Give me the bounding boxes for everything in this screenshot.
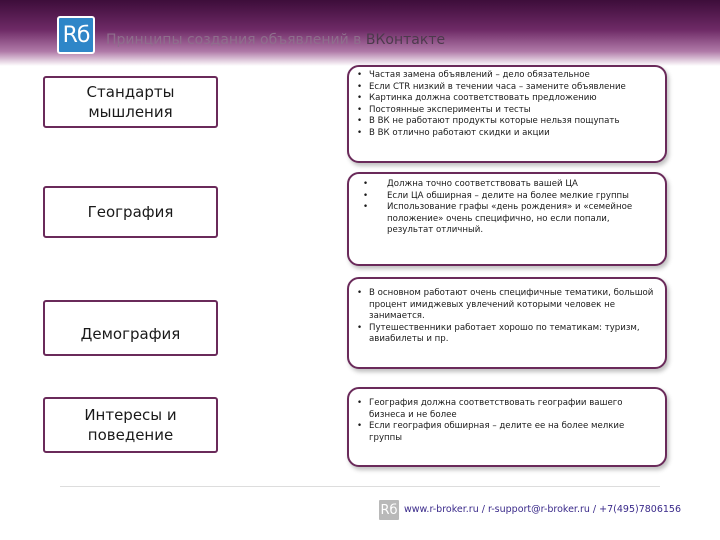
category-label: Стандарты [86,83,175,101]
list-item: • В основном работают очень специфичные тематики, большой процент имиджевых увлечений которыми человек не занимается. [357,288,657,323]
detail-box-demography [347,277,667,369]
footer-divider [60,486,660,487]
category-label: География [87,203,174,221]
category-label: мышления [88,103,173,121]
detail-box-interests [347,387,667,467]
slide-title [106,32,445,48]
list-item: • В ВК отлично работают скидки и акции [357,128,657,140]
list-item: • Если CTR низкий в течении часа – замените объявление [357,82,657,94]
list-item: • В ВК не работают продукты которые нельзя пощупать [357,116,657,128]
list-item: • Использование графы «день рождения» и «семейное положение» очень специфично, но если попали, результат отличный. [357,202,657,237]
list-item: • Картинка должна соответствовать предложению [357,93,657,105]
category-box-demography [43,300,218,356]
list-item: • Должна точно соответствовать вашей ЦА [357,179,657,191]
category-box-interests [43,397,218,453]
list-item: • Если география обширная – делите ее на более мелкие группы [357,421,657,444]
category-box-geography [43,186,218,238]
company-logo: Rб [57,16,95,54]
list-item: • Постоянные эксперименты и тесты [357,105,657,117]
category-label: Демография [80,325,181,343]
slide-title-brand: ВКонтакте [365,32,446,48]
category-label: Интересы и [84,406,177,424]
detail-box-thinking [347,65,667,163]
category-label: поведение [87,426,174,444]
footer-logo: Rб [378,499,400,521]
detail-box-geography [347,172,667,266]
list-item: • Путешественники работает хорошо по тематикам: туризм, авиабилеты и пр. [357,323,657,346]
list-item: • Если ЦА обширная – делите на более мелкие группы [357,191,657,203]
list-item: • География должна соответствовать географии вашего бизнеса и не более [357,398,657,421]
list-item: • Частая замена объявлений – дело обязательное [357,70,657,82]
footer-contact[interactable]: www.r-broker.ru / r-support@r-broker.ru / +7(495)7806156 [404,504,682,515]
category-box-thinking [43,76,218,128]
slide-title-main: Принципы создания объявлений в [106,32,366,48]
